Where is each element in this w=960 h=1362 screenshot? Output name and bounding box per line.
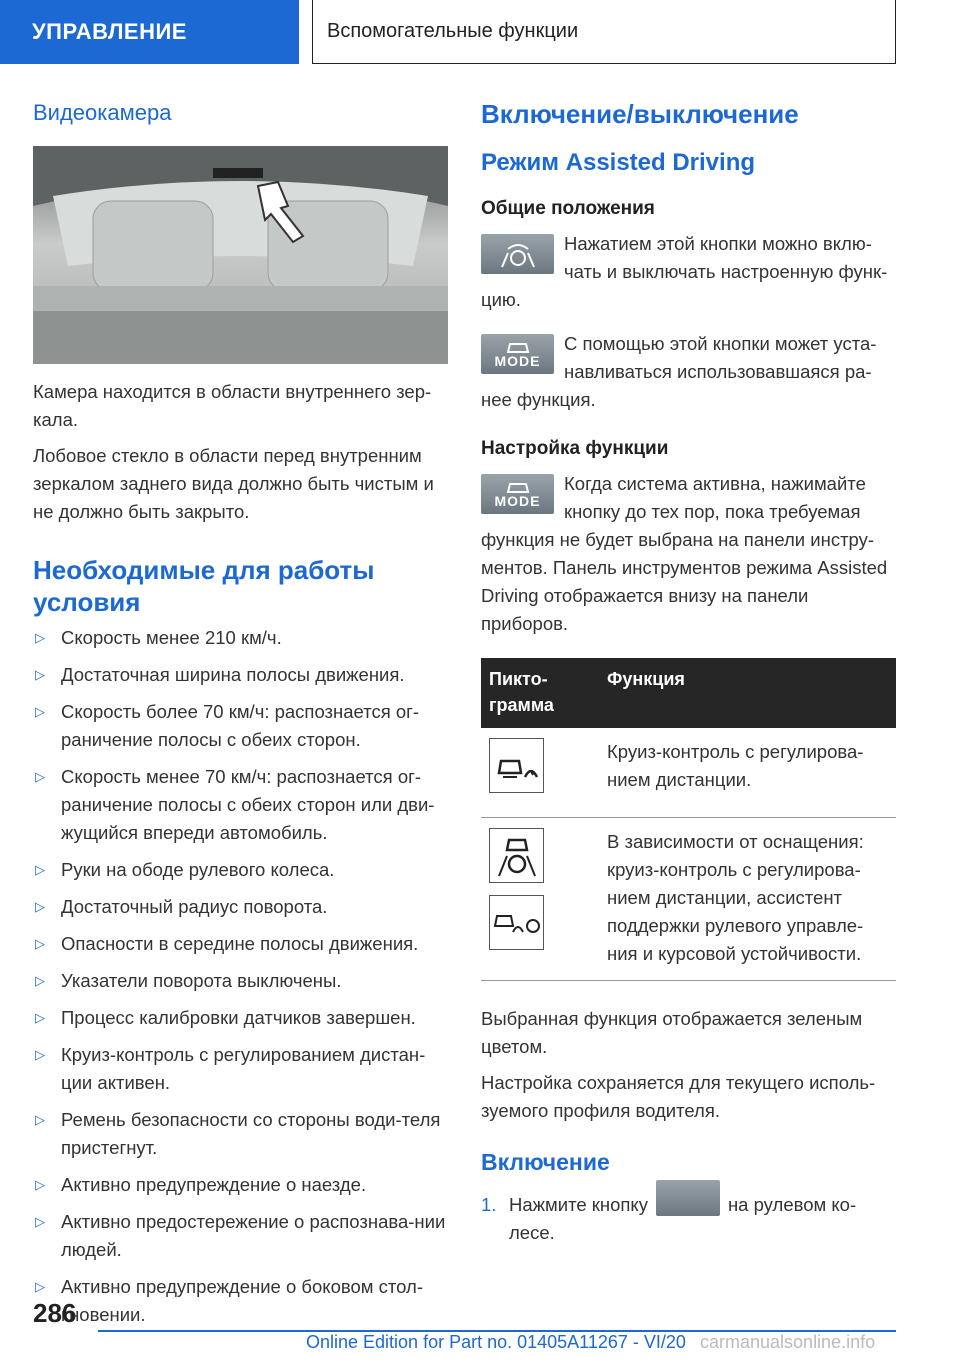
camera-paragraph-1: Камера находится в области внутреннего зер‐кала. bbox=[33, 381, 432, 430]
setup-heading: Настройка функции bbox=[481, 438, 669, 459]
general-paragraph-1: Нажатием этой кнопки можно вклю‐чать и выключать настроенную функ‐цию. bbox=[481, 233, 888, 310]
list-item: ▷ Скорость менее 70 км/ч: распознается ог‐раничение полосы с обеих сторон или дви‐жущийся впереди автомобиль. bbox=[33, 763, 448, 847]
saved-paragraph: Настройка сохраняется для текущего исполь‐зуемого профиля водителя. bbox=[481, 1072, 876, 1121]
triangle-bullet-icon: ▷ bbox=[35, 1112, 45, 1127]
triangle-bullet-icon: ▷ bbox=[35, 862, 45, 877]
setup-paragraph: Когда система активна, нажимайте кнопку до тех пор, пока требуемая функция не будет выбрана на панели инстру‐ментов. Панель инструментов режима Assisted Driving отображается внизу на панели приборов. bbox=[481, 473, 888, 634]
mode-button-image: MODE bbox=[481, 334, 554, 374]
steering-wheel-button-image bbox=[656, 1180, 720, 1216]
triangle-bullet-icon: ▷ bbox=[35, 667, 45, 682]
lane-steering-icon bbox=[495, 834, 539, 878]
list-item: ▷ Процесс калибровки датчиков завершен. bbox=[33, 1004, 448, 1032]
camera-heading: Видеокамера bbox=[33, 100, 172, 125]
triangle-bullet-icon: ▷ bbox=[35, 630, 45, 645]
table-cell-function: Круиз-контроль с регулирова‐нием дистанции. bbox=[599, 728, 896, 818]
list-item: ▷ Активно предупреждение о наезде. bbox=[33, 1171, 448, 1199]
function-table bbox=[481, 658, 896, 981]
edition-footer: Online Edition for Part no. 01405A11267 - VI/20 bbox=[306, 1332, 686, 1352]
car-icon bbox=[503, 340, 533, 354]
camera-location-illustration bbox=[33, 146, 448, 364]
steering-assist-icon bbox=[498, 239, 538, 269]
list-item: ▷ Опасности в середине полосы движения. bbox=[33, 930, 448, 958]
list-item: ▷ Активно предостережение о распознава‐нии людей. bbox=[33, 1208, 448, 1264]
cruise-distance-icon bbox=[495, 751, 539, 781]
table-row bbox=[481, 818, 896, 981]
on-heading: Включение bbox=[481, 1149, 610, 1175]
list-item: ▷ Скорость менее 210 км/ч. bbox=[33, 624, 448, 652]
mode-button-block bbox=[481, 330, 896, 414]
selected-paragraph: Выбранная функция отображается зеленым цветом. bbox=[481, 1008, 863, 1057]
list-item: ▷ Указатели поворота выключены. bbox=[33, 967, 448, 995]
list-item: ▷ Скорость более 70 км/ч: распознается ог‐раничение полосы с обеих сторон. bbox=[33, 698, 448, 754]
triangle-bullet-icon: ▷ bbox=[35, 1010, 45, 1025]
steering-assist-pictogram bbox=[489, 828, 544, 883]
cruise-control-pictogram bbox=[489, 738, 544, 793]
list-item: ▷ Ремень безопасности со стороны води‐теля пристегнут. bbox=[33, 1106, 448, 1162]
triangle-bullet-icon: ▷ bbox=[35, 899, 45, 914]
chapter-title: Вспомогательные функции bbox=[312, 0, 896, 64]
list-item: ▷ Круиз-контроль с регулированием дистан‐ции активен. bbox=[33, 1041, 448, 1097]
conditions-heading: Необходимые для работы условия bbox=[33, 555, 375, 617]
mode-heading: Режим Assisted Driving bbox=[481, 149, 756, 176]
general-heading: Общие положения bbox=[481, 198, 655, 219]
table-cell-function: В зависимости от оснащения: круиз-контроль с регулирова‐нием дистанции, ассистент поддержки рулевого управле‐ния и курсовой устойчивости. bbox=[599, 818, 896, 981]
triangle-bullet-icon: ▷ bbox=[35, 1214, 45, 1229]
triangle-bullet-icon: ▷ bbox=[35, 1177, 45, 1192]
list-item: ▷ Руки на ободе рулевого колеса. bbox=[33, 856, 448, 884]
general-paragraph-2: С помощью этой кнопки может уста‐навливаться использовавшаяся ра‐нее функция. bbox=[481, 333, 877, 410]
triangle-bullet-icon: ▷ bbox=[35, 973, 45, 988]
left-column bbox=[33, 98, 448, 1338]
mode-button-image: MODE bbox=[481, 474, 554, 514]
triangle-bullet-icon: ▷ bbox=[35, 704, 45, 719]
onoff-heading: Включение/выключение bbox=[481, 99, 799, 129]
combined-assist-pictogram bbox=[489, 895, 544, 950]
right-column bbox=[481, 98, 896, 1247]
setup-block bbox=[481, 470, 896, 638]
conditions-list bbox=[33, 624, 448, 1329]
triangle-bullet-icon: ▷ bbox=[35, 769, 45, 784]
step-number: 1. bbox=[481, 1194, 497, 1215]
car-interior-photo bbox=[33, 146, 448, 364]
list-item: ▷ Достаточная ширина полосы движения. bbox=[33, 661, 448, 689]
assist-button-image bbox=[481, 234, 554, 274]
watermark: carmanualsonline.info bbox=[700, 1332, 876, 1352]
table-header-pictogram: Пикто-грамма bbox=[481, 658, 599, 728]
section-tab: УПРАВЛЕНИЕ bbox=[0, 0, 299, 64]
step-1: 1. Нажмите кнопку на рулевом ко‐лесе. bbox=[481, 1191, 896, 1247]
page-number: 286 bbox=[33, 1298, 77, 1328]
triangle-bullet-icon: ▷ bbox=[35, 1279, 45, 1294]
triangle-bullet-icon: ▷ bbox=[35, 1047, 45, 1062]
car-icon bbox=[503, 480, 533, 494]
assist-button-block bbox=[481, 230, 896, 314]
triangle-bullet-icon: ▷ bbox=[35, 936, 45, 951]
table-row bbox=[481, 728, 896, 818]
list-item: ▷ Достаточный радиус поворота. bbox=[33, 893, 448, 921]
camera-paragraph-2: Лобовое стекло в области перед внутренним зеркалом заднего вида должно быть чистым и не должно быть закрыто. bbox=[33, 445, 434, 522]
table-header-function: Функция bbox=[599, 658, 896, 728]
cruise-steering-icon bbox=[493, 908, 541, 938]
list-item: ▷ Активно предупреждение о боковом стол‐кновении. bbox=[33, 1273, 448, 1329]
